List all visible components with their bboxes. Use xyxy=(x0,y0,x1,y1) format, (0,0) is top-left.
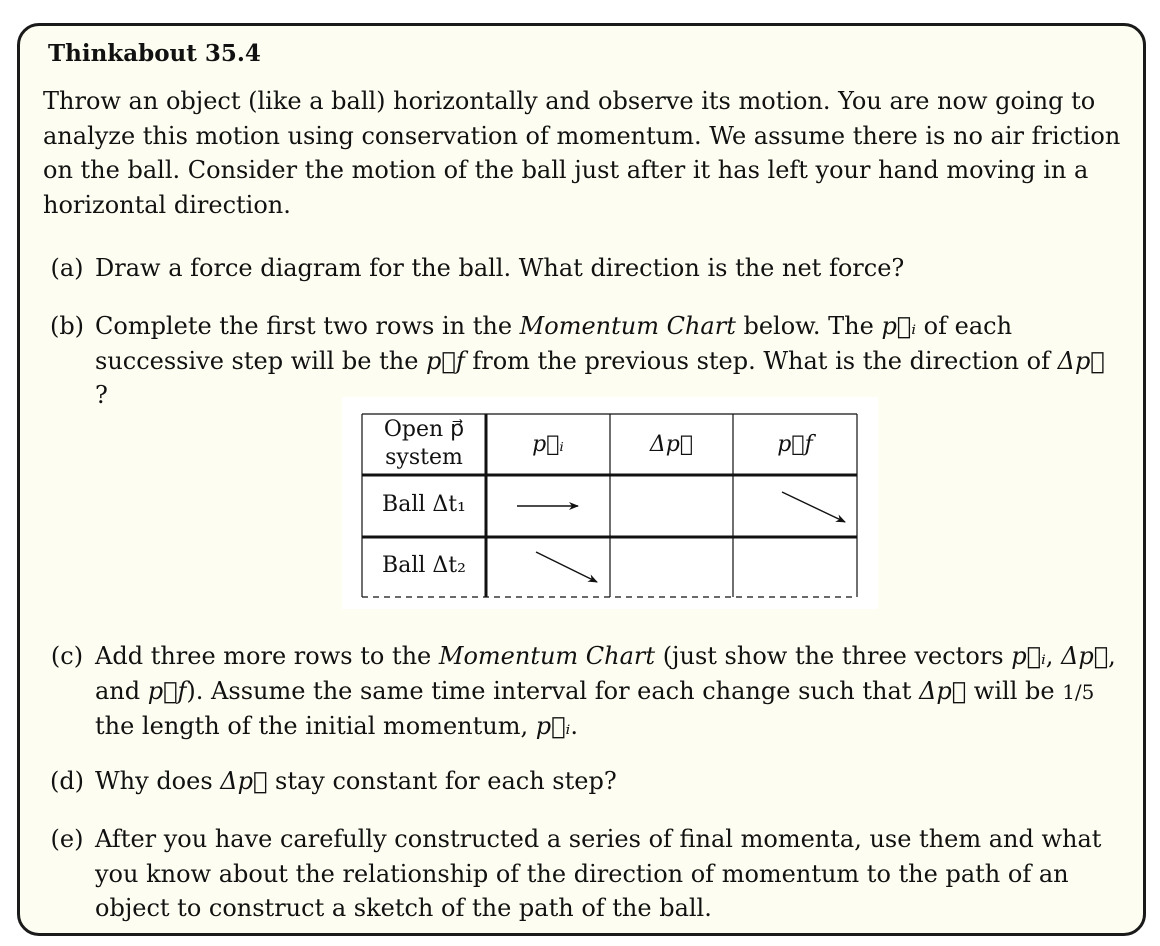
row1-pf-arrow xyxy=(782,492,845,522)
question-text: Why does Δp⃗ stay constant for each step? xyxy=(95,767,617,795)
header-pi: p⃗ᵢ xyxy=(532,432,564,457)
question-text: Add three more rows to the Momentum Chart (just show the three vectors p⃗ᵢ, Δp⃗, and p⃗f). Assume the same time interval for each change such that Δp⃗ will be 1/5 the length of the initial momentum, p⃗ᵢ. xyxy=(95,642,1116,740)
question-label: (a) xyxy=(50,254,84,282)
row2-label: Ball Δt₂ xyxy=(382,553,466,578)
header-open-system: Open p⃗ system xyxy=(383,417,465,470)
question-text: After you have carefully constructed a series of final momenta, use them and what you know about the relationship of the direction of momentum to the path of an object to construct a sketch of the path of the ball. xyxy=(95,825,1102,922)
intro-paragraph: Throw an object (like a ball) horizontally and observe its motion. You are now going to analyze this motion using conservation of momentum. We assume there is no air friction on the ball. Consider the motion of the ball just after it has left your hand moving in a horizontal direction. xyxy=(43,87,1121,219)
row2-pi-arrow xyxy=(536,552,597,582)
question-label: (b) xyxy=(49,312,85,340)
box-title: Thinkabout 35.4 xyxy=(48,40,261,67)
question-text: Draw a force diagram for the ball. What direction is the net force? xyxy=(95,254,905,282)
momentum-chart xyxy=(342,397,878,609)
question-label: (c) xyxy=(50,642,84,670)
question-text: Complete the first two rows in the Momentum Chart below. The p⃗ᵢ of each successive step will be the p⃗f from the previous step. What is the direction of Δp⃗ ? xyxy=(95,312,1105,409)
thinkabout-box xyxy=(17,23,1146,936)
row1-label: Ball Δt₁ xyxy=(382,492,466,517)
header-delta-p: Δp⃗ xyxy=(649,432,694,457)
question-label: (e) xyxy=(50,825,84,853)
header-pf: p⃗f xyxy=(777,432,813,457)
question-label: (d) xyxy=(49,767,85,795)
